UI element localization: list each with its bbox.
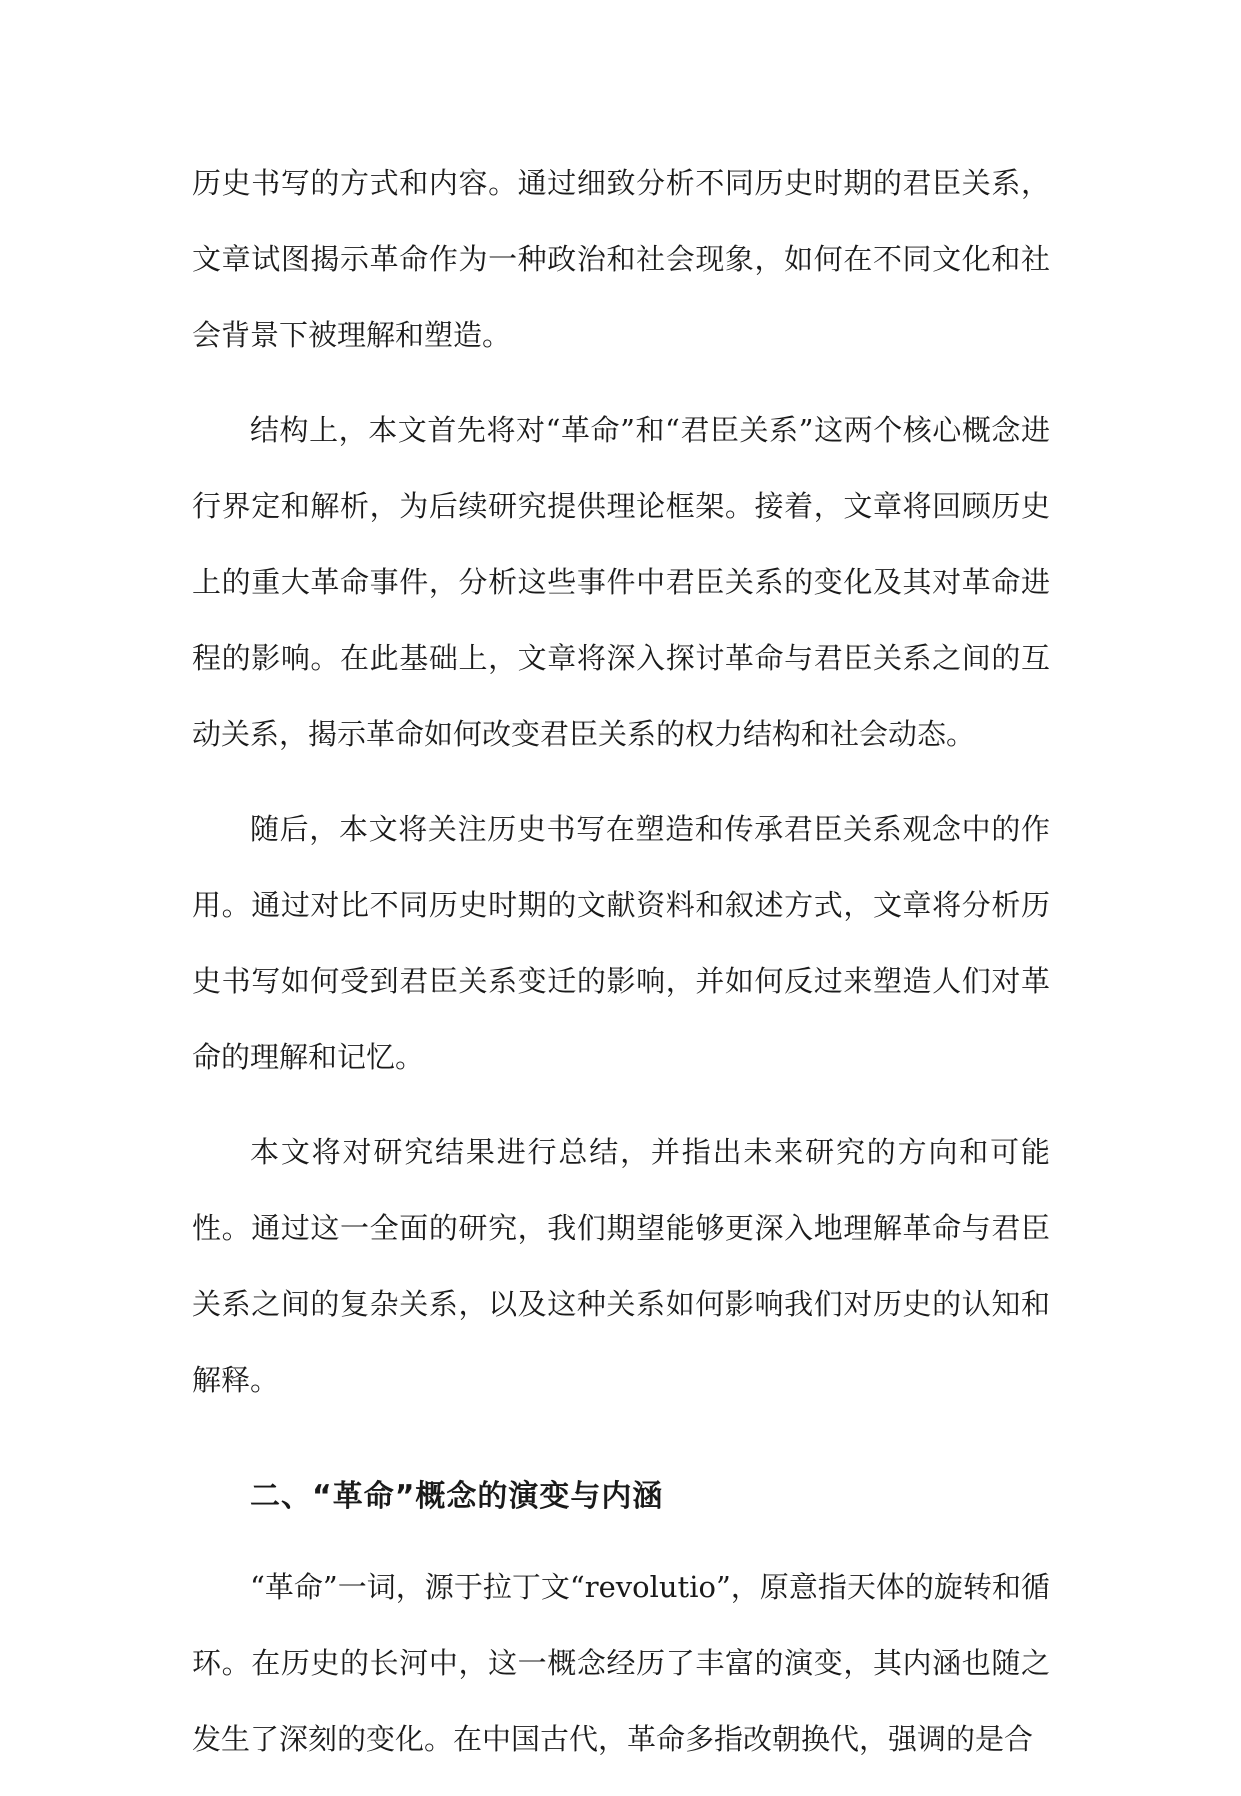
paragraph-5: “革命”一词，源于拉丁文“revolutio”，原意指天体的旋转和循环。在历史的长河中，这一概念经历了丰富的演变，其内涵也随之发生了深刻的变化。在中国古代，革命多指改朝换代，强调的是合 [192, 1570, 1050, 1756]
paragraph-2: 结构上，本文首先将对“革命”和“君臣关系”这两个核心概念进行界定和解析，为后续研究提供理论框架。接着，文章将回顾历史上的重大革命事件，分析这些事件中君臣关系的变化及其对革命进程的影响。在此基础上，文章将深入探讨革命与君臣关系之间的互动关系，揭示革命如何改变君臣关系的权力结构和社会动态。 [192, 413, 1050, 751]
paragraph-3: 随后，本文将关注历史书写在塑造和传承君臣关系观念中的作用。通过对比不同历史时期的文献资料和叙述方式，文章将分析历史书写如何受到君臣关系变迁的影响，并如何反过来塑造人们对革命的理解和记忆。 [192, 812, 1050, 1074]
paragraph-1: 历史书写的方式和内容。通过细致分析不同历史时期的君臣关系，文章试图揭示革命作为一种政治和社会现象，如何在不同文化和社会背景下被理解和塑造。 [192, 166, 1050, 352]
section-heading: 二、“革命”概念的演变与内涵 [250, 1479, 664, 1514]
paragraph-4: 本文将对研究结果进行总结，并指出未来研究的方向和可能性。通过这一全面的研究，我们期望能够更深入地理解革命与君臣关系之间的复杂关系，以及这种关系如何影响我们对历史的认知和解释。 [192, 1135, 1050, 1397]
document-body [192, 145, 1050, 1796]
